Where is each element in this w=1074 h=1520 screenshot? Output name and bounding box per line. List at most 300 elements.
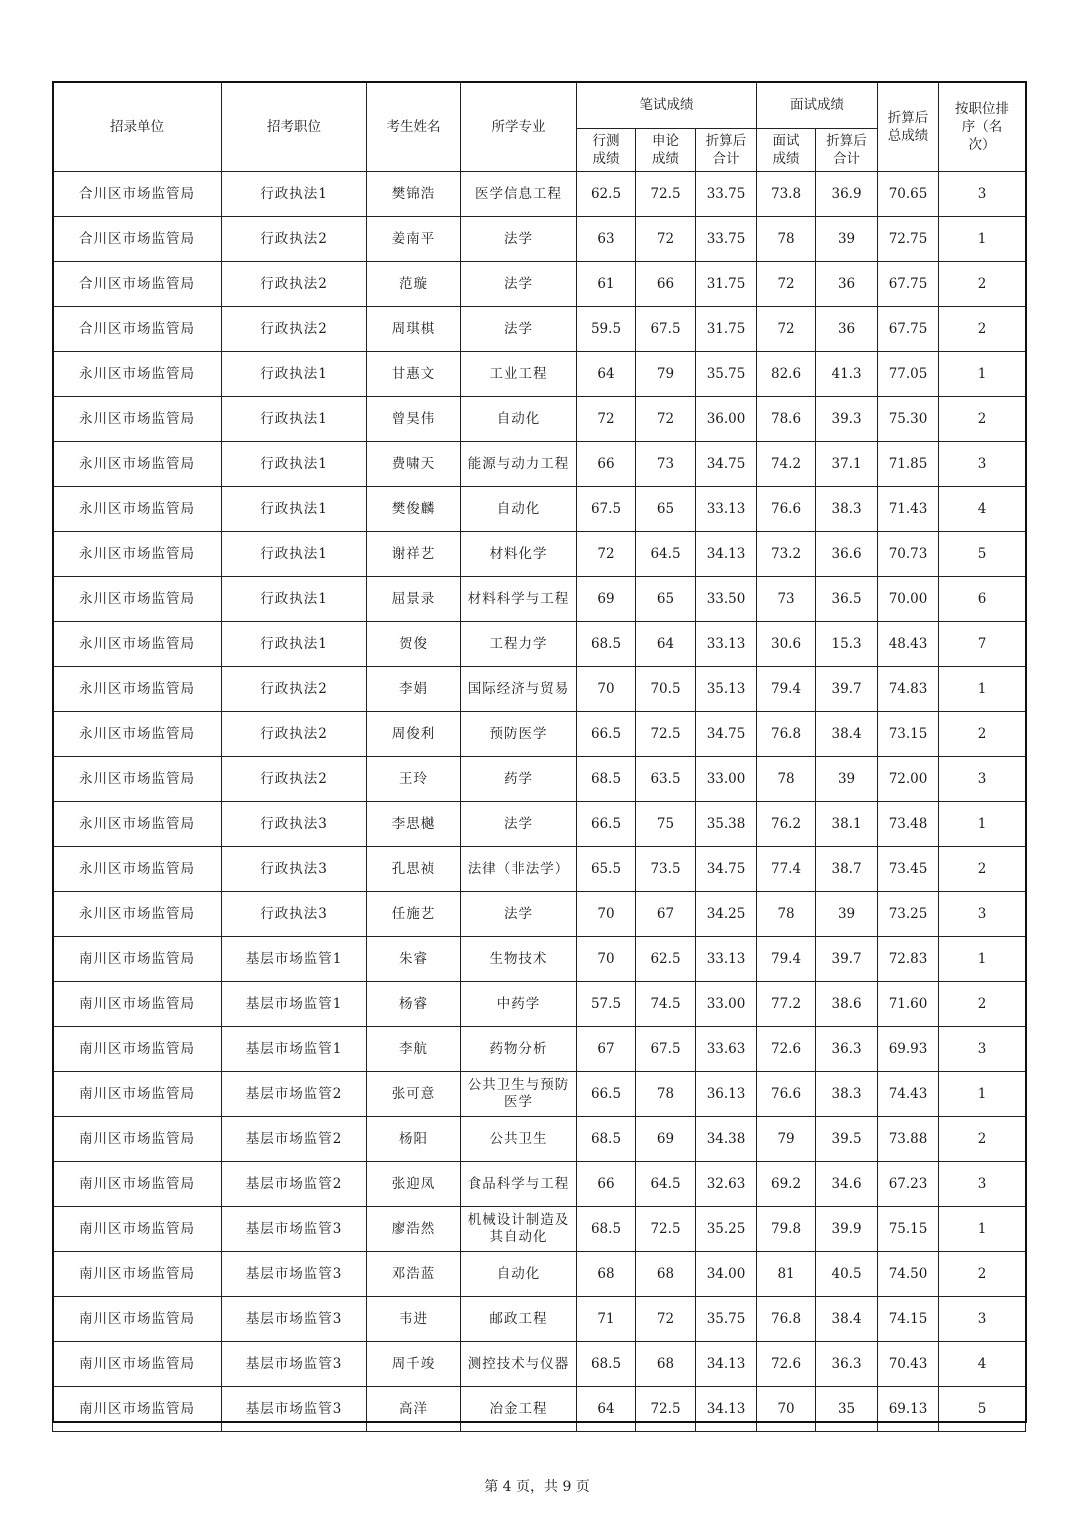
cell-interview-converted: 38.4 [816,1297,878,1342]
cell-name: 姜南平 [367,217,461,262]
cell-xingce: 70 [577,667,636,712]
cell-rank: 1 [939,1207,1026,1252]
cell-written-converted: 34.13 [696,532,757,577]
cell-written-converted: 35.75 [696,352,757,397]
cell-xingce: 72 [577,532,636,577]
cell-major: 公共卫生 [461,1117,577,1162]
header-interview-group: 面试成绩 [757,82,878,129]
cell-rank: 1 [939,217,1026,262]
cell-rank: 1 [939,1072,1026,1117]
cell-interview-converted: 15.3 [816,622,878,667]
cell-interview-converted: 36.9 [816,172,878,217]
cell-name: 杨睿 [367,982,461,1027]
cell-name: 高洋 [367,1387,461,1432]
cell-unit: 永川区市场监管局 [53,802,222,847]
cell-name: 王玲 [367,757,461,802]
cell-rank: 3 [939,757,1026,802]
cell-interview-converted: 36.6 [816,532,878,577]
cell-total: 70.43 [878,1342,939,1387]
cell-shenlun: 70.5 [636,667,696,712]
header-xingce [577,129,636,172]
table-row [53,757,1026,802]
cell-rank: 2 [939,712,1026,757]
cell-shenlun: 72 [636,397,696,442]
cell-name: 樊锦浩 [367,172,461,217]
cell-total: 74.15 [878,1297,939,1342]
cell-interview: 74.2 [757,442,816,487]
cell-major: 国际经济与贸易 [461,667,577,712]
cell-position: 行政执法1 [222,352,367,397]
header-interview-score-label: 面试成绩 [772,133,800,167]
cell-interview-converted: 36 [816,307,878,352]
table-row [53,1162,1026,1207]
cell-interview-converted: 39 [816,757,878,802]
cell-total: 74.83 [878,667,939,712]
cell-position: 行政执法1 [222,532,367,577]
cell-unit: 南川区市场监管局 [53,1117,222,1162]
cell-interview: 77.4 [757,847,816,892]
cell-rank: 2 [939,1252,1026,1297]
cell-major: 公共卫生与预防医学 [461,1072,577,1117]
cell-xingce: 61 [577,262,636,307]
cell-unit: 永川区市场监管局 [53,712,222,757]
cell-shenlun: 72 [636,1297,696,1342]
cell-unit: 永川区市场监管局 [53,532,222,577]
cell-interview: 78 [757,217,816,262]
cell-interview-converted: 39 [816,892,878,937]
cell-interview: 78 [757,892,816,937]
cell-unit: 南川区市场监管局 [53,982,222,1027]
cell-rank: 7 [939,622,1026,667]
cell-name: 贺俊 [367,622,461,667]
cell-rank: 4 [939,487,1026,532]
cell-name: 韦进 [367,1297,461,1342]
cell-major: 预防医学 [461,712,577,757]
cell-position: 行政执法2 [222,667,367,712]
header-total [878,82,939,172]
cell-position: 行政执法3 [222,847,367,892]
cell-position: 行政执法2 [222,307,367,352]
cell-position: 基层市场监管2 [222,1117,367,1162]
cell-total: 73.48 [878,802,939,847]
cell-interview-converted: 39 [816,217,878,262]
cell-shenlun: 65 [636,577,696,622]
cell-written-converted: 33.75 [696,172,757,217]
cell-shenlun: 69 [636,1117,696,1162]
cell-rank: 3 [939,1297,1026,1342]
table-row [53,1342,1026,1387]
cell-name: 费啸天 [367,442,461,487]
cell-xingce: 67.5 [577,487,636,532]
cell-name: 李思樾 [367,802,461,847]
cell-major: 生物技术 [461,937,577,982]
cell-interview: 72.6 [757,1342,816,1387]
cell-xingce: 71 [577,1297,636,1342]
cell-shenlun: 67.5 [636,1027,696,1072]
cell-total: 71.85 [878,442,939,487]
table-row [53,622,1026,667]
cell-interview: 72 [757,262,816,307]
cell-unit: 南川区市场监管局 [53,1207,222,1252]
cell-interview: 78 [757,757,816,802]
cell-shenlun: 75 [636,802,696,847]
cell-rank: 1 [939,802,1026,847]
cell-total: 48.43 [878,622,939,667]
cell-interview-converted: 38.3 [816,1072,878,1117]
table-row [53,1027,1026,1072]
table-row [53,487,1026,532]
table-row [53,307,1026,352]
cell-interview: 70 [757,1387,816,1432]
cell-major: 法学 [461,262,577,307]
cell-xingce: 66.5 [577,712,636,757]
header-rank [939,82,1026,172]
cell-total: 69.13 [878,1387,939,1432]
cell-unit: 合川区市场监管局 [53,307,222,352]
cell-rank: 1 [939,667,1026,712]
cell-position: 行政执法1 [222,487,367,532]
cell-xingce: 66 [577,442,636,487]
cell-major: 法学 [461,307,577,352]
cell-interview-converted: 36 [816,262,878,307]
cell-unit: 永川区市场监管局 [53,892,222,937]
cell-written-converted: 36.13 [696,1072,757,1117]
cell-written-converted: 34.75 [696,712,757,757]
cell-total: 70.65 [878,172,939,217]
cell-major: 法学 [461,217,577,262]
cell-total: 69.93 [878,1027,939,1072]
header-total-label: 折算后总成绩 [887,109,929,144]
cell-total: 72.00 [878,757,939,802]
cell-written-converted: 33.00 [696,757,757,802]
cell-rank: 2 [939,397,1026,442]
cell-xingce: 70 [577,937,636,982]
cell-position: 基层市场监管3 [222,1297,367,1342]
cell-interview: 79 [757,1117,816,1162]
cell-interview-converted: 38.6 [816,982,878,1027]
cell-shenlun: 73 [636,442,696,487]
cell-shenlun: 63.5 [636,757,696,802]
cell-total: 67.75 [878,262,939,307]
cell-interview-converted: 39.5 [816,1117,878,1162]
cell-name: 李航 [367,1027,461,1072]
cell-written-converted: 33.63 [696,1027,757,1072]
cell-total: 77.05 [878,352,939,397]
cell-position: 基层市场监管3 [222,1252,367,1297]
cell-interview-converted: 37.1 [816,442,878,487]
cell-interview-converted: 39.7 [816,667,878,712]
cell-unit: 永川区市场监管局 [53,487,222,532]
cell-interview: 72 [757,307,816,352]
cell-written-converted: 31.75 [696,262,757,307]
cell-major: 能源与动力工程 [461,442,577,487]
cell-xingce: 66.5 [577,1072,636,1117]
cell-xingce: 68 [577,1252,636,1297]
cell-interview-converted: 36.5 [816,577,878,622]
cell-xingce: 68.5 [577,1342,636,1387]
cell-interview: 72.6 [757,1027,816,1072]
table-header [53,82,1026,172]
cell-unit: 永川区市场监管局 [53,622,222,667]
cell-name: 张迎凤 [367,1162,461,1207]
cell-shenlun: 72.5 [636,712,696,757]
cell-xingce: 72 [577,397,636,442]
cell-interview: 73 [757,577,816,622]
cell-shenlun: 65 [636,487,696,532]
cell-written-converted: 34.00 [696,1252,757,1297]
cell-total: 73.45 [878,847,939,892]
cell-written-converted: 32.63 [696,1162,757,1207]
cell-interview: 79.8 [757,1207,816,1252]
cell-position: 行政执法1 [222,397,367,442]
cell-interview: 81 [757,1252,816,1297]
cell-interview: 76.2 [757,802,816,847]
cell-position: 基层市场监管1 [222,937,367,982]
header-written-converted-label: 折算后合计 [705,133,747,167]
cell-major: 工程力学 [461,622,577,667]
cell-position: 行政执法1 [222,577,367,622]
table-row [53,712,1026,757]
cell-rank: 3 [939,172,1026,217]
cell-position: 行政执法1 [222,622,367,667]
header-row-top [53,82,1026,129]
cell-major: 中药学 [461,982,577,1027]
cell-written-converted: 34.38 [696,1117,757,1162]
cell-unit: 永川区市场监管局 [53,847,222,892]
cell-shenlun: 64.5 [636,532,696,577]
cell-position: 基层市场监管3 [222,1207,367,1252]
cell-total: 70.73 [878,532,939,577]
cell-total: 67.75 [878,307,939,352]
cell-position: 基层市场监管2 [222,1072,367,1117]
cell-name: 孔思祯 [367,847,461,892]
cell-written-converted: 33.75 [696,217,757,262]
cell-name: 谢祥艺 [367,532,461,577]
cell-xingce: 68.5 [577,622,636,667]
cell-major: 法律（非法学） [461,847,577,892]
cell-xingce: 57.5 [577,982,636,1027]
cell-unit: 南川区市场监管局 [53,1252,222,1297]
cell-unit: 南川区市场监管局 [53,1387,222,1432]
cell-name: 朱睿 [367,937,461,982]
cell-position: 行政执法3 [222,892,367,937]
cell-interview-converted: 41.3 [816,352,878,397]
cell-name: 周千竣 [367,1342,461,1387]
cell-unit: 合川区市场监管局 [53,262,222,307]
header-interview-score [757,129,816,172]
cell-shenlun: 79 [636,352,696,397]
table-row [53,397,1026,442]
cell-interview: 73.8 [757,172,816,217]
cell-total: 73.25 [878,892,939,937]
cell-major: 药物分析 [461,1027,577,1072]
cell-major: 工业工程 [461,352,577,397]
cell-interview-converted: 38.4 [816,712,878,757]
cell-xingce: 64 [577,352,636,397]
cell-unit: 永川区市场监管局 [53,442,222,487]
cell-name: 曾昊伟 [367,397,461,442]
cell-rank: 2 [939,982,1026,1027]
table-row [53,1297,1026,1342]
cell-major: 材料化学 [461,532,577,577]
cell-shenlun: 72.5 [636,1387,696,1432]
cell-interview-converted: 34.6 [816,1162,878,1207]
cell-interview: 76.8 [757,1297,816,1342]
cell-shenlun: 78 [636,1072,696,1117]
table-row [53,1072,1026,1117]
cell-total: 74.50 [878,1252,939,1297]
cell-major: 邮政工程 [461,1297,577,1342]
header-interview-converted-label: 折算后合计 [826,133,867,167]
cell-shenlun: 64 [636,622,696,667]
cell-total: 74.43 [878,1072,939,1117]
cell-major: 药学 [461,757,577,802]
header-written-group: 笔试成绩 [577,82,757,129]
cell-rank: 1 [939,937,1026,982]
header-position: 招考职位 [222,82,367,172]
cell-total: 73.88 [878,1117,939,1162]
cell-unit: 南川区市场监管局 [53,1027,222,1072]
cell-xingce: 66.5 [577,802,636,847]
cell-xingce: 70 [577,892,636,937]
cell-interview: 76.6 [757,487,816,532]
table-row [53,532,1026,577]
cell-unit: 南川区市场监管局 [53,937,222,982]
cell-interview-converted: 38.1 [816,802,878,847]
cell-written-converted: 33.00 [696,982,757,1027]
header-major: 所学专业 [461,82,577,172]
table-row [53,352,1026,397]
cell-interview: 82.6 [757,352,816,397]
cell-interview: 30.6 [757,622,816,667]
table-row [53,937,1026,982]
cell-major: 自动化 [461,1252,577,1297]
cell-position: 基层市场监管1 [222,1027,367,1072]
cell-xingce: 63 [577,217,636,262]
cell-rank: 3 [939,1162,1026,1207]
cell-name: 邓浩蓝 [367,1252,461,1297]
table-body [53,172,1026,1432]
cell-name: 周俊利 [367,712,461,757]
cell-interview: 79.4 [757,937,816,982]
cell-total: 71.60 [878,982,939,1027]
cell-shenlun: 67.5 [636,307,696,352]
cell-shenlun: 66 [636,262,696,307]
cell-position: 行政执法1 [222,442,367,487]
cell-interview: 73.2 [757,532,816,577]
cell-interview: 69.2 [757,1162,816,1207]
cell-written-converted: 34.75 [696,442,757,487]
cell-xingce: 64 [577,1387,636,1432]
table-row [53,892,1026,937]
cell-position: 行政执法2 [222,712,367,757]
cell-xingce: 66 [577,1162,636,1207]
cell-rank: 2 [939,307,1026,352]
cell-written-converted: 35.38 [696,802,757,847]
cell-unit: 南川区市场监管局 [53,1342,222,1387]
cell-name: 李娟 [367,667,461,712]
cell-unit: 南川区市场监管局 [53,1072,222,1117]
cell-xingce: 68.5 [577,757,636,802]
cell-shenlun: 68 [636,1252,696,1297]
cell-interview-converted: 36.3 [816,1027,878,1072]
cell-rank: 5 [939,532,1026,577]
cell-rank: 1 [939,352,1026,397]
cell-interview: 76.8 [757,712,816,757]
table-row [53,802,1026,847]
table-row [53,577,1026,622]
cell-interview-converted: 38.7 [816,847,878,892]
cell-shenlun: 73.5 [636,847,696,892]
cell-written-converted: 35.25 [696,1207,757,1252]
header-unit: 招录单位 [53,82,222,172]
cell-total: 71.43 [878,487,939,532]
cell-written-converted: 33.13 [696,937,757,982]
cell-xingce: 69 [577,577,636,622]
cell-major: 自动化 [461,487,577,532]
cell-name: 甘惠文 [367,352,461,397]
table-row [53,262,1026,307]
cell-major: 自动化 [461,397,577,442]
cell-position: 行政执法2 [222,262,367,307]
cell-major: 材料科学与工程 [461,577,577,622]
cell-major: 冶金工程 [461,1387,577,1432]
cell-position: 行政执法3 [222,802,367,847]
cell-total: 67.23 [878,1162,939,1207]
cell-unit: 永川区市场监管局 [53,577,222,622]
table-row [53,982,1026,1027]
table-row [53,217,1026,262]
cell-written-converted: 36.00 [696,397,757,442]
cell-xingce: 65.5 [577,847,636,892]
table-row [53,667,1026,712]
cell-written-converted: 31.75 [696,307,757,352]
cell-written-converted: 33.13 [696,487,757,532]
cell-rank: 3 [939,1027,1026,1072]
cell-interview-converted: 39.7 [816,937,878,982]
cell-shenlun: 74.5 [636,982,696,1027]
cell-major: 测控技术与仪器 [461,1342,577,1387]
cell-position: 基层市场监管3 [222,1387,367,1432]
cell-major: 医学信息工程 [461,172,577,217]
cell-interview-converted: 35 [816,1387,878,1432]
table-row [53,847,1026,892]
table-row [53,172,1026,217]
cell-major: 食品科学与工程 [461,1162,577,1207]
cell-written-converted: 34.13 [696,1342,757,1387]
header-shenlun [636,129,696,172]
cell-interview: 76.6 [757,1072,816,1117]
cell-position: 基层市场监管3 [222,1342,367,1387]
cell-major: 法学 [461,802,577,847]
cell-unit: 合川区市场监管局 [53,217,222,262]
cell-written-converted: 35.13 [696,667,757,712]
table-row [53,1252,1026,1297]
cell-unit: 永川区市场监管局 [53,352,222,397]
cell-name: 杨阳 [367,1117,461,1162]
cell-rank: 5 [939,1387,1026,1432]
cell-interview-converted: 40.5 [816,1252,878,1297]
cell-interview: 77.2 [757,982,816,1027]
cell-interview: 79.4 [757,667,816,712]
cell-shenlun: 72.5 [636,1207,696,1252]
cell-shenlun: 72.5 [636,172,696,217]
cell-rank: 6 [939,577,1026,622]
cell-written-converted: 34.75 [696,847,757,892]
table-row [53,442,1026,487]
cell-xingce: 67 [577,1027,636,1072]
cell-written-converted: 34.13 [696,1387,757,1432]
